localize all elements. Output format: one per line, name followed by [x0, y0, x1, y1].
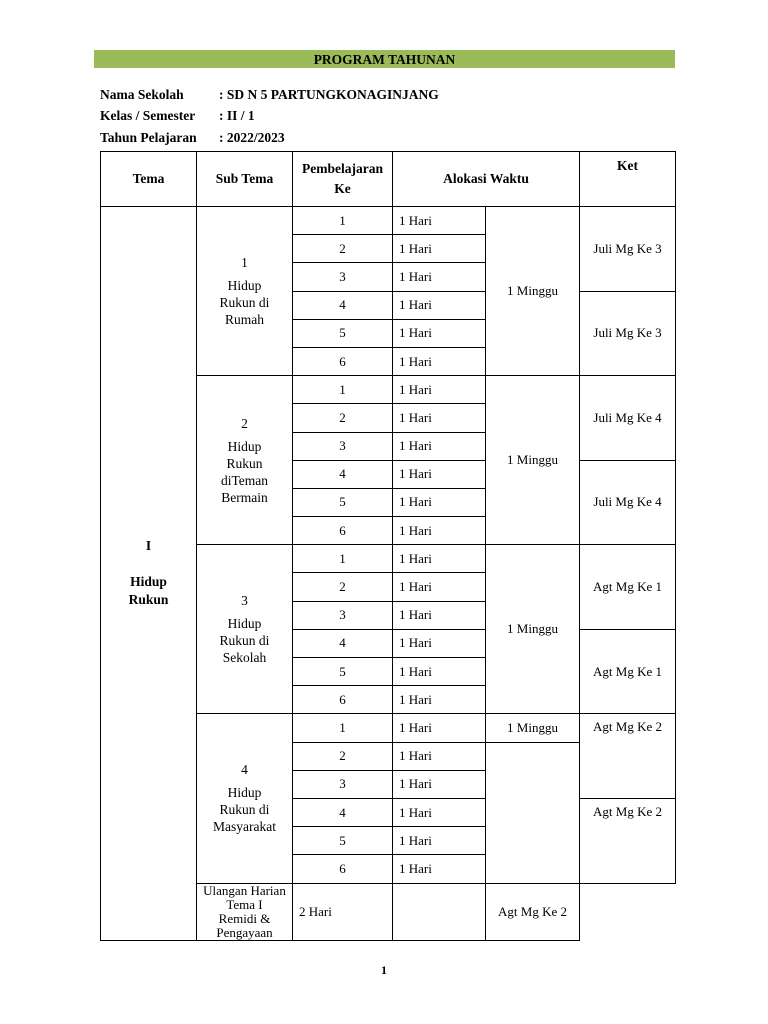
pembelajaran-ke: 3	[293, 601, 393, 629]
alokasi-minggu-empty	[486, 742, 580, 883]
col-header-sub-tema: Sub Tema	[197, 152, 293, 207]
alokasi-minggu: 1 Minggu	[486, 545, 580, 714]
class-value: : II / 1	[219, 108, 255, 123]
pembelajaran-ke: 3	[293, 432, 393, 460]
pembelajaran-ke: 2	[293, 742, 393, 770]
ket-cell: Juli Mg Ke 3	[580, 291, 676, 376]
alokasi-hari: 1 Hari	[393, 714, 486, 742]
school-value: : SD N 5 PARTUNGKONAGINJANG	[219, 87, 439, 102]
pembelajaran-ke: 5	[293, 658, 393, 686]
pembelajaran-ke: 6	[293, 517, 393, 545]
pembelajaran-ke: 4	[293, 629, 393, 657]
sub-tema-cell: 2 Hidup Rukun diTeman Bermain	[197, 376, 293, 545]
alokasi-hari: 1 Hari	[393, 319, 486, 347]
school-label: Nama Sekolah	[100, 87, 184, 102]
page-number: 1	[381, 963, 387, 977]
alokasi-hari: 1 Hari	[393, 207, 486, 235]
sub-tema-cell: 4 Hidup Rukun di Masyarakat	[197, 714, 293, 883]
col-header-ket: Ket	[580, 152, 676, 207]
pembelajaran-ke: 6	[293, 347, 393, 375]
pembelajaran-ke: 1	[293, 376, 393, 404]
ulangan-label: Ulangan Harian Tema I Remidi & Pengayaan	[197, 883, 293, 940]
col-header-pembelajaran: Pembelajaran Ke	[293, 152, 393, 207]
pembelajaran-ke: 2	[293, 404, 393, 432]
pembelajaran-ke: 1	[293, 714, 393, 742]
pembelajaran-ke: 4	[293, 460, 393, 488]
program-table	[100, 151, 676, 941]
alokasi-hari: 1 Hari	[393, 686, 486, 714]
pembelajaran-ke: 2	[293, 235, 393, 263]
alokasi-hari: 1 Hari	[393, 235, 486, 263]
pembelajaran-ke: 4	[293, 291, 393, 319]
table-header-row	[101, 152, 676, 207]
ulangan-ket: Agt Mg Ke 2	[486, 883, 580, 940]
pembelajaran-ke: 3	[293, 263, 393, 291]
alokasi-minggu: 1 Minggu	[486, 207, 580, 376]
ket-cell: Agt Mg Ke 1	[580, 629, 676, 714]
pembelajaran-ke: 1	[293, 207, 393, 235]
alokasi-hari: 1 Hari	[393, 404, 486, 432]
alokasi-hari: 1 Hari	[393, 263, 486, 291]
alokasi-hari: 1 Hari	[393, 742, 486, 770]
pembelajaran-ke: 6	[293, 855, 393, 883]
alokasi-hari: 1 Hari	[393, 658, 486, 686]
alokasi-hari: 1 Hari	[393, 827, 486, 855]
alokasi-hari: 1 Hari	[393, 855, 486, 883]
sub-tema-cell: 3 Hidup Rukun di Sekolah	[197, 545, 293, 714]
alokasi-hari: 1 Hari	[393, 517, 486, 545]
pembelajaran-ke: 6	[293, 686, 393, 714]
tema-cell: I Hidup Rukun	[101, 207, 197, 941]
col-header-alokasi: Alokasi Waktu	[393, 152, 580, 207]
alokasi-hari: 1 Hari	[393, 629, 486, 657]
ket-cell: Agt Mg Ke 1	[580, 545, 676, 630]
year-value: : 2022/2023	[219, 130, 285, 145]
alokasi-hari: 1 Hari	[393, 488, 486, 516]
pembelajaran-ke: 1	[293, 545, 393, 573]
ket-cell: Agt Mg Ke 2	[580, 714, 676, 799]
ulangan-hari: 2 Hari	[293, 883, 393, 940]
pembelajaran-ke: 5	[293, 488, 393, 516]
pembelajaran-ke: 5	[293, 827, 393, 855]
alokasi-hari: 1 Hari	[393, 770, 486, 798]
ket-cell: Juli Mg Ke 4	[580, 376, 676, 461]
pembelajaran-ke: 2	[293, 573, 393, 601]
col-header-tema: Tema	[101, 152, 197, 207]
sub-tema-cell: 1 Hidup Rukun di Rumah	[197, 207, 293, 376]
table-row	[101, 207, 676, 235]
alokasi-hari: 1 Hari	[393, 798, 486, 826]
pembelajaran-ke: 4	[293, 798, 393, 826]
alokasi-hari: 1 Hari	[393, 460, 486, 488]
pembelajaran-ke: 5	[293, 319, 393, 347]
alokasi-hari: 1 Hari	[393, 376, 486, 404]
alokasi-minggu: 1 Minggu	[486, 714, 580, 742]
alokasi-hari: 1 Hari	[393, 432, 486, 460]
alokasi-hari: 1 Hari	[393, 291, 486, 319]
alokasi-hari: 1 Hari	[393, 545, 486, 573]
alokasi-hari: 1 Hari	[393, 347, 486, 375]
pembelajaran-ke: 3	[293, 770, 393, 798]
year-label: Tahun Pelajaran	[100, 130, 197, 145]
ket-cell: Agt Mg Ke 2	[580, 798, 676, 883]
alokasi-hari: 1 Hari	[393, 573, 486, 601]
alokasi-hari: 1 Hari	[393, 601, 486, 629]
ket-cell: Juli Mg Ke 4	[580, 460, 676, 545]
ulangan-minggu-empty	[393, 883, 486, 940]
class-label: Kelas / Semester	[100, 108, 196, 123]
ket-cell: Juli Mg Ke 3	[580, 207, 676, 292]
alokasi-minggu: 1 Minggu	[486, 376, 580, 545]
page-title: PROGRAM TAHUNAN	[94, 50, 675, 68]
